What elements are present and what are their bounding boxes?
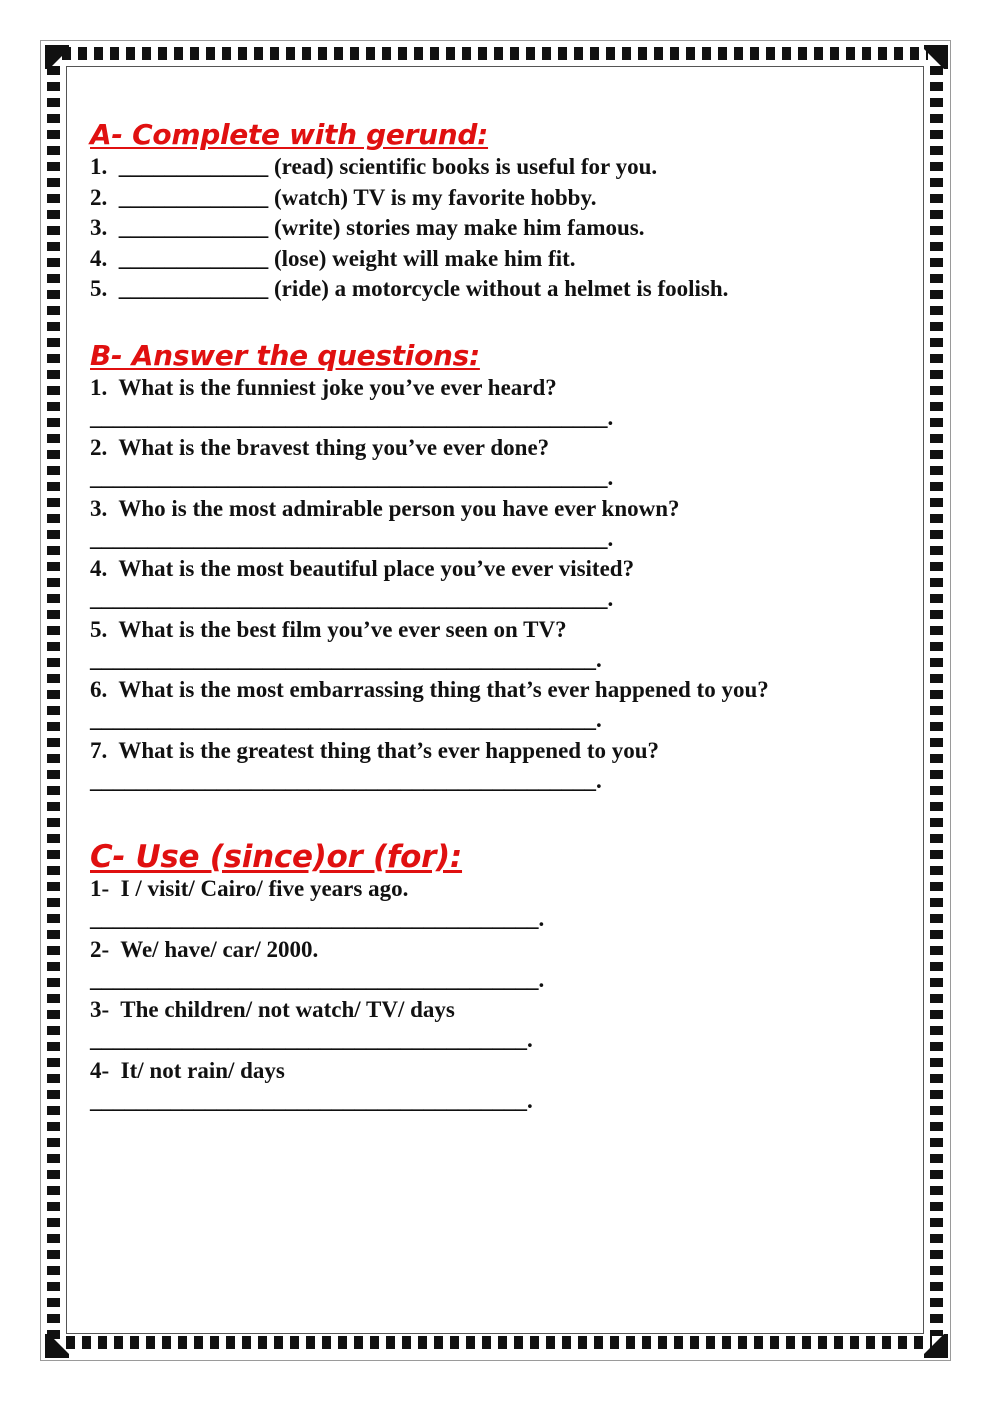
gerund-item: 3. _____________ (write) stories may make him famous. — [90, 215, 645, 241]
gerund-item: 1. _____________ (read) scientific books is useful for you. — [90, 154, 658, 179]
question: 3. Who is the most admirable person you have ever known? — [90, 495, 680, 521]
answer-line: _____________________________________________. — [90, 525, 614, 551]
section-c — [90, 840, 890, 1116]
answer-line: ____________________________________________. — [90, 646, 602, 672]
border-strip-right — [930, 66, 943, 1336]
question: 7. What is the greatest thing that’s ever happened to you? — [90, 737, 660, 763]
answer-line: ____________________________________________. — [90, 767, 602, 793]
section-b-heading: B- Answer the questions: — [90, 338, 480, 372]
section-b — [90, 339, 890, 797]
answer-line: _____________________________________________. — [90, 404, 614, 430]
prompt: 1- I / visit/ Cairo/ five years ago. — [90, 876, 409, 902]
prompt: 3- The children/ not watch/ TV/ days — [90, 997, 455, 1023]
answer-line: _____________________________________________. — [90, 465, 614, 491]
border-strip-top — [62, 47, 928, 60]
worksheet-content — [90, 118, 890, 1116]
corner-bottom-right — [924, 1334, 948, 1358]
gerund-item: 4. _____________ (lose) weight will make him fit. — [90, 245, 576, 271]
corner-bottom-left — [45, 1334, 69, 1358]
prompt: 2- We/ have/ car/ 2000. — [90, 936, 319, 962]
gerund-item: 5. _____________ (ride) a motorcycle without a helmet is foolish. — [90, 276, 729, 302]
question: 2. What is the bravest thing you’ve ever done? — [90, 435, 550, 461]
question: 1. What is the funniest joke you’ve ever heard? — [90, 374, 557, 400]
question: 6. What is the most embarrassing thing that’s ever happened to you? — [90, 677, 769, 703]
border-strip-bottom — [66, 1336, 932, 1349]
prompt: 4- It/ not rain/ days — [90, 1057, 285, 1083]
section-a-heading: A- Complete with gerund: — [90, 118, 489, 151]
section-c-heading: C- Use (since)or (for): — [90, 839, 463, 876]
question: 4. What is the most beautiful place you’ve ever visited? — [90, 556, 635, 582]
question: 5. What is the best film you’ve ever seen on TV? — [90, 616, 567, 642]
answer-line: ______________________________________. — [90, 1027, 533, 1053]
section-a — [90, 118, 890, 305]
gerund-item: 2. _____________ (watch) TV is my favorite hobby. — [90, 184, 597, 210]
answer-line: _____________________________________________. — [90, 586, 614, 612]
answer-line: _______________________________________. — [90, 906, 545, 932]
answer-line: _______________________________________. — [90, 966, 545, 992]
answer-line: ____________________________________________. — [90, 707, 602, 733]
answer-line: ______________________________________. — [90, 1087, 533, 1113]
border-strip-left — [47, 66, 60, 1346]
corner-top-right — [924, 45, 948, 69]
